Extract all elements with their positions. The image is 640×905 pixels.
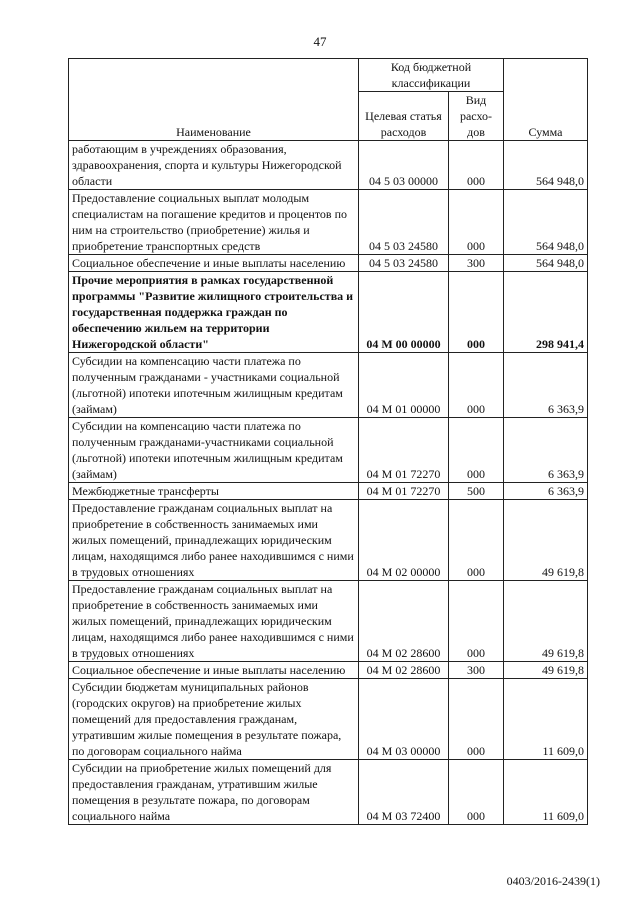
table-header bbox=[69, 59, 588, 141]
row-expense-type: 000 bbox=[449, 760, 504, 825]
row-name: Социальное обеспечение и иные выплаты населению bbox=[69, 255, 359, 272]
table-row bbox=[69, 500, 588, 581]
row-name: Предоставление гражданам социальных выплат на приобретение в собственность занимаемых ими жилых помещений, принадлежащих юридическим лицам, находящимся либо ранее находившимся с ними в трудовых отношениях bbox=[69, 581, 359, 662]
row-sum: 11 609,0 bbox=[504, 760, 588, 825]
row-expense-type: 000 bbox=[449, 679, 504, 760]
row-target-article: 04 М 02 28600 bbox=[359, 581, 449, 662]
table-row bbox=[69, 760, 588, 825]
row-name: Субсидии на компенсацию части платежа по полученным гражданами-участниками социальной (льготной) ипотеки ипотечным жилищным кредитам (займам) bbox=[69, 418, 359, 483]
row-expense-type: 000 bbox=[449, 500, 504, 581]
table-row bbox=[69, 141, 588, 190]
row-expense-type: 000 bbox=[449, 141, 504, 190]
header-sum: Сумма bbox=[504, 59, 588, 141]
row-sum: 6 363,9 bbox=[504, 418, 588, 483]
row-sum: 11 609,0 bbox=[504, 679, 588, 760]
row-name: Субсидии на компенсацию части платежа по полученным гражданами - участниками социальной (льготной) ипотеки ипотечным жилищным кредитам (займам) bbox=[69, 353, 359, 418]
row-sum: 49 619,8 bbox=[504, 500, 588, 581]
row-target-article: 04 5 03 00000 bbox=[359, 141, 449, 190]
row-sum: 6 363,9 bbox=[504, 483, 588, 500]
row-name: работающим в учреждениях образования, здравоохранения, спорта и культуры Нижегородской области bbox=[69, 141, 359, 190]
row-target-article: 04 5 03 24580 bbox=[359, 190, 449, 255]
row-target-article: 04 М 02 28600 bbox=[359, 662, 449, 679]
budget-table bbox=[68, 58, 588, 825]
header-classification: Код бюджетной классификации bbox=[359, 59, 504, 92]
row-sum: 298 941,4 bbox=[504, 272, 588, 353]
row-expense-type: 300 bbox=[449, 255, 504, 272]
table-row bbox=[69, 483, 588, 500]
row-sum: 49 619,8 bbox=[504, 662, 588, 679]
header-name: Наименование bbox=[69, 59, 359, 141]
row-expense-type: 000 bbox=[449, 418, 504, 483]
row-name: Субсидии на приобретение жилых помещений для предоставления гражданам, утратившим жилые помещения в результате пожара, по договорам социального найма bbox=[69, 760, 359, 825]
row-name: Социальное обеспечение и иные выплаты населению bbox=[69, 662, 359, 679]
row-target-article: 04 М 03 00000 bbox=[359, 679, 449, 760]
table-row bbox=[69, 418, 588, 483]
row-sum: 6 363,9 bbox=[504, 353, 588, 418]
table-row bbox=[69, 662, 588, 679]
table-row bbox=[69, 679, 588, 760]
row-expense-type: 000 bbox=[449, 353, 504, 418]
row-expense-type: 300 bbox=[449, 662, 504, 679]
row-expense-type: 000 bbox=[449, 272, 504, 353]
row-name: Межбюджетные трансферты bbox=[69, 483, 359, 500]
table-body bbox=[69, 141, 588, 825]
row-target-article: 04 М 01 00000 bbox=[359, 353, 449, 418]
row-name: Предоставление гражданам социальных выплат на приобретение в собственность занимаемых ими жилых помещений, принадлежащих юридическим лицам, находящимся либо ранее находившимся с ними в трудовых отношениях bbox=[69, 500, 359, 581]
row-expense-type: 500 bbox=[449, 483, 504, 500]
header-expense-type: Вид расхо-дов bbox=[449, 92, 504, 141]
row-sum: 564 948,0 bbox=[504, 141, 588, 190]
row-target-article: 04 М 01 72270 bbox=[359, 483, 449, 500]
document-code: 0403/2016-2439(1) bbox=[506, 874, 600, 888]
table-row bbox=[69, 190, 588, 255]
row-name: Прочие мероприятия в рамках государственной программы "Развитие жилищного строительства и государственная поддержка граждан по обеспечению жильем на территории Нижегородской области" bbox=[69, 272, 359, 353]
row-expense-type: 000 bbox=[449, 581, 504, 662]
row-name: Субсидии бюджетам муниципальных районов (городских округов) на приобретение жилых помещений для предоставления гражданам, утратившим жилые помещения в результате пожара, по договорам социального найма bbox=[69, 679, 359, 760]
row-expense-type: 000 bbox=[449, 190, 504, 255]
table-row bbox=[69, 272, 588, 353]
row-target-article: 04 М 00 00000 bbox=[359, 272, 449, 353]
row-sum: 564 948,0 bbox=[504, 255, 588, 272]
row-target-article: 04 М 01 72270 bbox=[359, 418, 449, 483]
row-sum: 564 948,0 bbox=[504, 190, 588, 255]
table-row bbox=[69, 353, 588, 418]
row-sum: 49 619,8 bbox=[504, 581, 588, 662]
page-number: 47 bbox=[313, 34, 327, 49]
table-row bbox=[69, 581, 588, 662]
table-row bbox=[69, 255, 588, 272]
header-target-article: Целевая статья расходов bbox=[359, 92, 449, 141]
row-target-article: 04 М 02 00000 bbox=[359, 500, 449, 581]
row-target-article: 04 5 03 24580 bbox=[359, 255, 449, 272]
row-target-article: 04 М 03 72400 bbox=[359, 760, 449, 825]
row-name: Предоставление социальных выплат молодым специалистам на погашение кредитов и процентов по ним на строительство (приобретение) жилья и приобретение транспортных средств bbox=[69, 190, 359, 255]
